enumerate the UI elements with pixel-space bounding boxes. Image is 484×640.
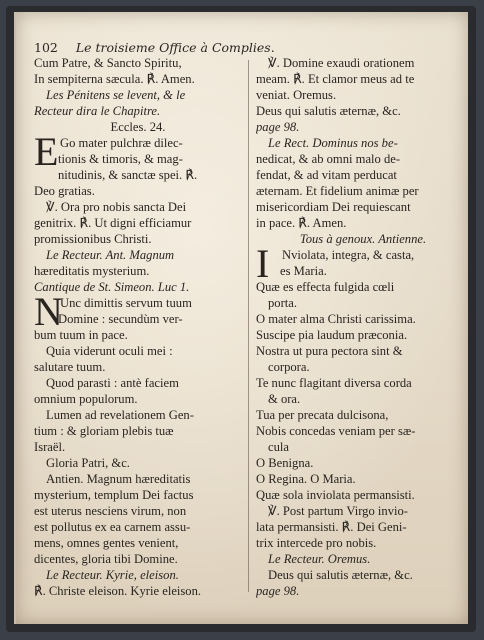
hymn-line: Quæ sola inviolata permansisti. bbox=[256, 488, 415, 502]
hymn-line: Deus qui salutis æternæ, &c. bbox=[268, 568, 413, 582]
text-line: Antien. Magnum hæreditatis bbox=[46, 472, 191, 486]
text-line: Nviolata, integra, & casta, bbox=[282, 248, 415, 262]
versicle-line: ℣. Ora pro nobis sancta Dei bbox=[46, 200, 187, 214]
drop-cap-n: N bbox=[34, 289, 63, 334]
hymn-line: porta. bbox=[268, 296, 298, 310]
text-line: est pollutus ex ea carnem assu- bbox=[34, 520, 191, 534]
text-line: dicentes, gloria tibi Domine. bbox=[34, 552, 178, 566]
versicle-line: ℣. Post partum Virgo invio- bbox=[268, 504, 408, 518]
page-number: 102 bbox=[34, 40, 58, 55]
text-line: Lumen ad revelationem Gen- bbox=[46, 408, 194, 422]
hymn-line: Suscipe pia laudum præconia. bbox=[256, 328, 408, 342]
rubric-line: Le Rect. Dominus nos be- bbox=[268, 136, 398, 150]
text-line: Gloria Patri, &c. bbox=[46, 456, 130, 470]
text-line: hæreditatis mysterium. bbox=[34, 264, 150, 278]
hymn-line: trix intercede pro nobis. bbox=[256, 536, 377, 550]
text-line: Domine : secundùm ver- bbox=[58, 312, 183, 326]
hymn-line: O Benigna. bbox=[256, 456, 314, 470]
text-line: Unc dimittis servum tuum bbox=[60, 296, 192, 310]
nunc-paragraph bbox=[34, 289, 242, 334]
text-line: bum tuum in pace. bbox=[34, 328, 128, 342]
hymn-line: cula bbox=[268, 440, 289, 454]
hymn-line: lata permansisti. ℟. Dei Geni- bbox=[256, 520, 407, 534]
rubric-line: Les Pénitens se levent, & le bbox=[46, 88, 186, 102]
text-line: Cum Patre, & Sancto Spiritu, bbox=[34, 56, 182, 70]
left-column bbox=[34, 55, 242, 599]
page-reference: page 98. bbox=[256, 584, 300, 598]
text-line: nedicat, & ab omni malo de- bbox=[256, 152, 401, 166]
text-line: Quod parasti : antè faciem bbox=[46, 376, 179, 390]
text-line: In sempiterna sæcula. ℟. Amen. bbox=[34, 72, 195, 86]
text-line: in pace. ℟. Amen. bbox=[256, 216, 347, 230]
running-header bbox=[34, 40, 334, 55]
chapter-reference: Eccles. 24. bbox=[110, 120, 166, 134]
text-line: mens, omnes gentes venient, bbox=[34, 536, 179, 550]
hymn-line: Quæ es effecta fulgida cœli bbox=[256, 280, 395, 294]
text-line: meam. ℟. Et clamor meus ad te bbox=[256, 72, 415, 86]
text-line: mysterium, templum Dei factus bbox=[34, 488, 194, 502]
hymn-line: Tua per precata dulcisona, bbox=[256, 408, 389, 422]
page-reference: page 98. bbox=[256, 120, 300, 134]
inviolata-paragraph bbox=[256, 241, 470, 286]
text-line: veniat. Oremus. bbox=[256, 88, 337, 102]
rubric-line: Le Recteur. Oremus. bbox=[268, 552, 371, 566]
text-line: misericordiam Dei requiescant bbox=[256, 200, 411, 214]
kneel-instruction: Tous à genoux. Antienne. bbox=[299, 232, 427, 246]
versicle-line: ℣. Domine exaudi orationem bbox=[268, 56, 415, 70]
text-line: omnium populorum. bbox=[34, 392, 138, 406]
rubric-line: Recteur dira le Chapitre. bbox=[34, 104, 161, 118]
text-line: ℟. Christe eleison. Kyrie eleison. bbox=[34, 584, 202, 598]
book-page bbox=[14, 12, 468, 624]
column-divider bbox=[248, 60, 249, 592]
text-line: es Maria. bbox=[280, 264, 327, 278]
text-line: æternam. Et fidelium animæ per bbox=[256, 184, 419, 198]
text-line: tium : & gloriam plebis tuæ bbox=[34, 424, 174, 438]
text-line: tionis & timoris, & mag- bbox=[58, 152, 183, 166]
hymn-line: & ora. bbox=[268, 392, 301, 406]
drop-cap-i: I bbox=[256, 241, 270, 286]
running-title: Le troisieme Office à Complies. bbox=[75, 40, 275, 55]
text-line: promissionibus Christi. bbox=[34, 232, 152, 246]
text-line: fendat, & ad vitam perducat bbox=[256, 168, 397, 182]
hymn-line: corpora. bbox=[268, 360, 310, 374]
hymn-line: Te nunc flagitant diversa corda bbox=[256, 376, 412, 390]
antiphon-intro: Le Recteur. Ant. Magnum bbox=[46, 248, 175, 262]
hymn-line: O mater alma Christi carissima. bbox=[256, 312, 416, 326]
text-line: nitudinis, & sanctæ spei. ℟. bbox=[58, 168, 198, 182]
rubric-line: Le Recteur. Kyrie, eleison. bbox=[46, 568, 179, 582]
canticle-title: Cantique de St. Simeon. Luc 1. bbox=[34, 280, 190, 294]
text-line: Go mater pulchræ dilec- bbox=[60, 136, 183, 150]
hymn-line: Nostra ut pura pectora sint & bbox=[256, 344, 403, 358]
text-line: genitrix. ℟. Ut digni efficiamur bbox=[34, 216, 192, 230]
text-line: Israël. bbox=[34, 440, 66, 454]
text-line: Deus qui salutis æternæ, &c. bbox=[256, 104, 401, 118]
text-line: Quia viderunt oculi mei : bbox=[46, 344, 173, 358]
ego-paragraph bbox=[34, 129, 242, 183]
text-line: salutare tuum. bbox=[34, 360, 106, 374]
text-line: est uterus nesciens virum, non bbox=[34, 504, 187, 518]
hymn-line: O Regina. O Maria. bbox=[256, 472, 356, 486]
hymn-line: Nobis concedas veniam per sæ- bbox=[256, 424, 416, 438]
right-column bbox=[256, 55, 470, 599]
drop-cap-e: E bbox=[34, 129, 59, 174]
text-line: Deo gratias. bbox=[34, 184, 95, 198]
